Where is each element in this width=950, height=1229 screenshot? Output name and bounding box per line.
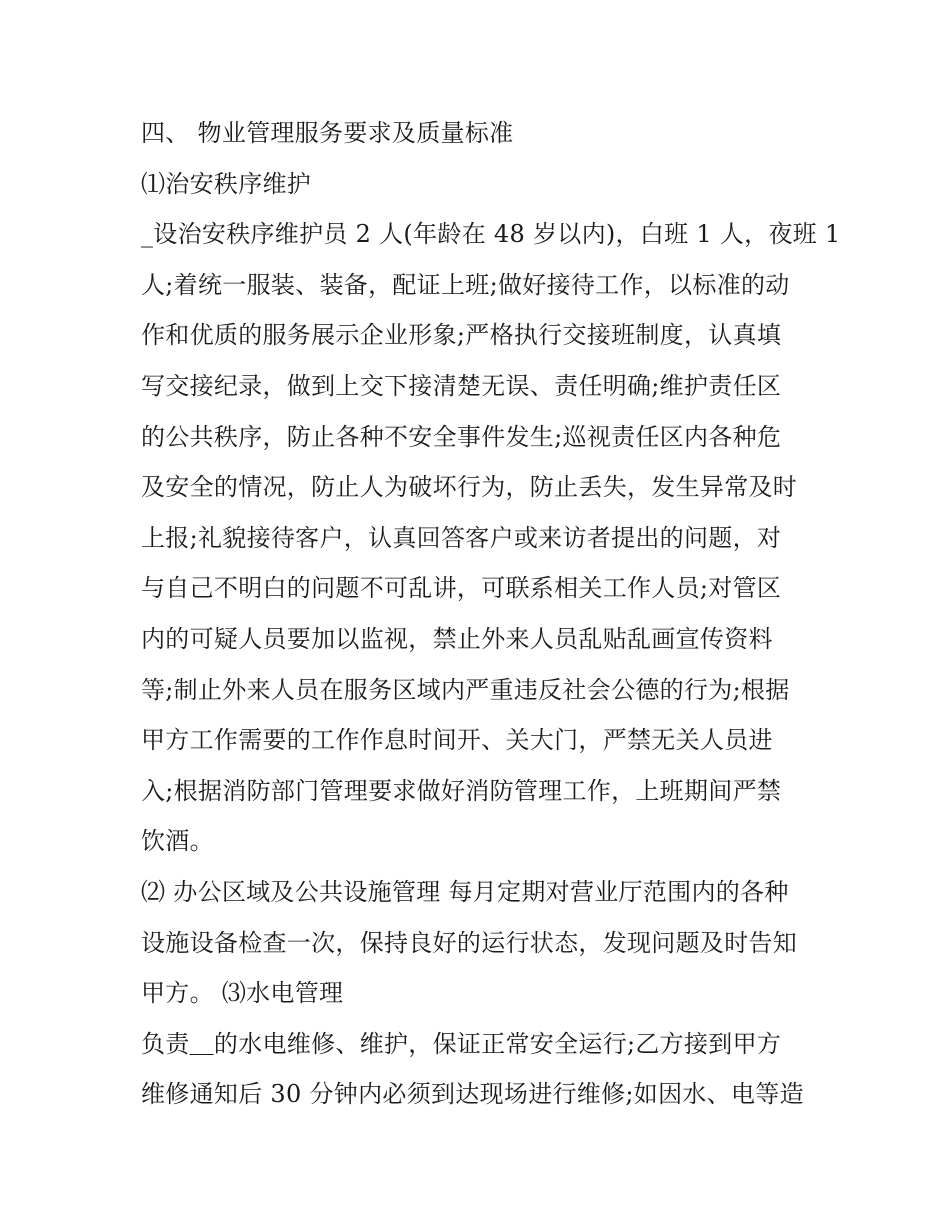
paragraph-line: 作和优质的服务展示企业形象;严格执行交接班制度，认真填 (141, 321, 782, 350)
paragraph-line: _设治安秩序维护员 2 人(年龄在 48 岁以内)，白班 1 人，夜班 1 (141, 220, 841, 249)
paragraph-line: 及安全的情况，防止人为破坏行为，防止丢失，发生异常及时 (141, 473, 798, 502)
paragraph-line: 人;着统一服装、装备，配证上班;做好接待工作，以标准的动 (141, 270, 790, 299)
paragraph-line: 甲方工作需要的工作作息时间开、关大门，严禁无关人员进 (141, 726, 773, 755)
subsection-heading: ⑴治安秩序维护 (141, 169, 312, 198)
paragraph-line: 甲方。 ⑶水电管理 (141, 979, 344, 1008)
document-body (141, 108, 841, 1120)
paragraph-line: 负责＿的水电维修、维护，保证正常安全运行;乙方接到甲方 (141, 1029, 782, 1058)
paragraph-line: 维修通知后 30 分钟内必须到达现场进行维修;如因水、电等造 (141, 1080, 804, 1109)
paragraph-line: 的公共秩序，防止各种不安全事件发生;巡视责任区内各种危 (141, 422, 782, 451)
paragraph-line: 上报;礼貌接待客户，认真回答客户或来访者提出的问题，对 (141, 523, 782, 552)
section-heading: 四、 物业管理服务要求及质量标准 (141, 119, 514, 147)
paragraph-line: 设施设备检查一次，保持良好的运行状态，发现问题及时告知 (141, 928, 798, 957)
paragraph-line: 与自己不明白的问题不可乱讲，可联系相关工作人员;对管区 (141, 574, 782, 603)
paragraph-line: 内的可疑人员要加以监视，禁止外来人员乱贴乱画宣传资料 (141, 624, 773, 653)
paragraph-line: 饮酒。 (141, 827, 214, 856)
paragraph-line: 等;制止外来人员在服务区域内严重违反社会公德的行为;根据 (141, 675, 790, 704)
paragraph-line: 写交接纪录，做到上交下接清楚无误、责任明确;维护责任区 (141, 371, 782, 400)
paragraph-line: 入;根据消防部门管理要求做好消防管理工作，上班期间严禁 (141, 776, 782, 805)
paragraph-line: ⑵ 办公区域及公共设施管理 每月定期对营业厅范围内的各种 (141, 877, 789, 906)
